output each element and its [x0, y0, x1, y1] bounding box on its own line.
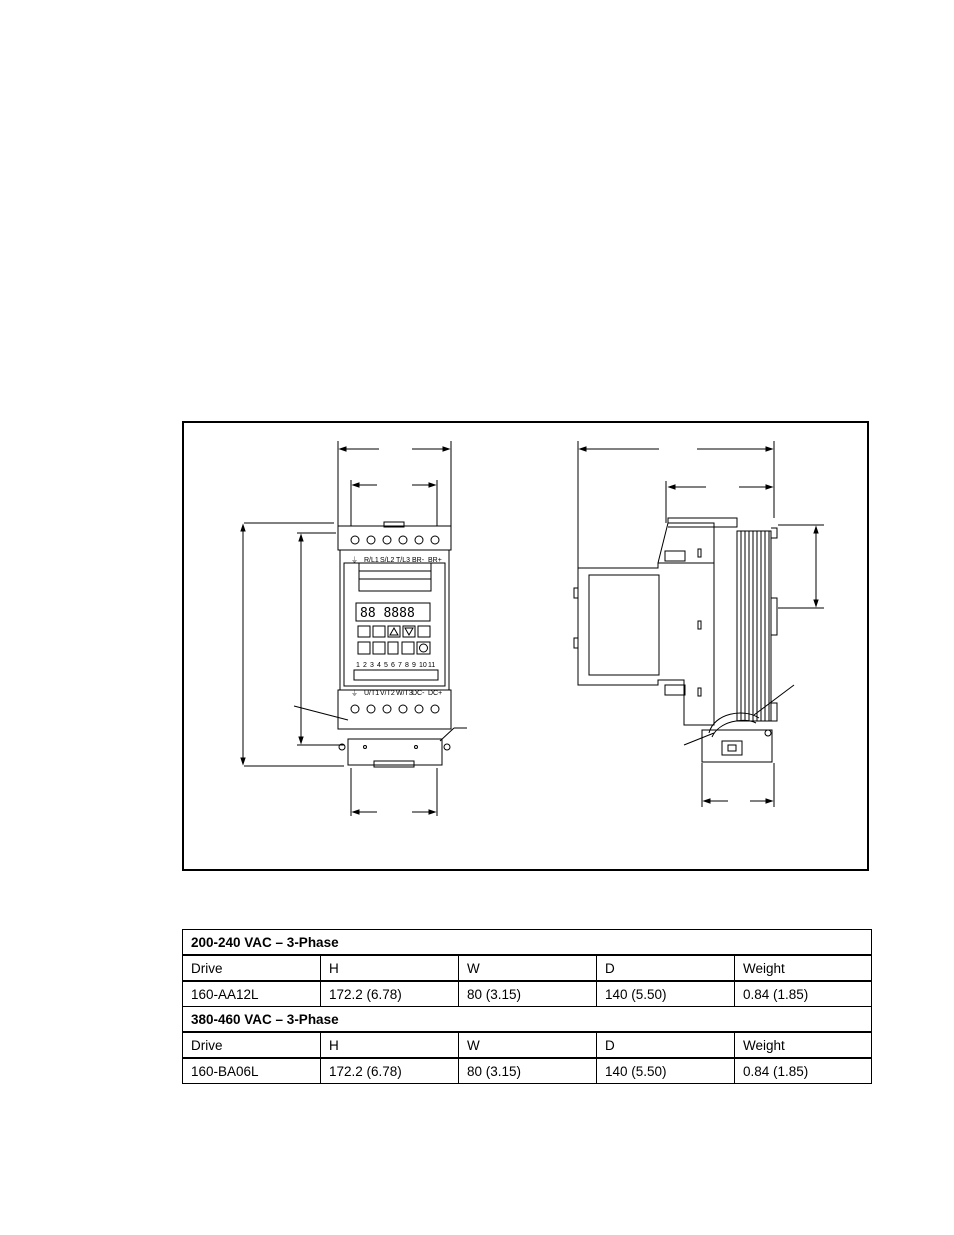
dimension-drawing-frame	[182, 421, 869, 871]
ground-symbol: ⏚	[351, 557, 358, 564]
top-terminal-label: T/L3	[396, 557, 411, 564]
column-header: W	[459, 1032, 597, 1058]
top-terminal-label: S/L2	[380, 557, 395, 564]
heatsink-fins	[737, 531, 771, 721]
control-terminal-label: 3	[370, 662, 374, 669]
top-terminal-label: BR-	[412, 557, 425, 564]
bottom-terminal-screws	[351, 705, 439, 713]
column-header: Weight	[735, 1032, 872, 1058]
bottom-terminal-label: W/T3	[396, 690, 413, 697]
table-row	[183, 1058, 872, 1084]
column-header: H	[321, 1032, 459, 1058]
control-terminal-label: 8	[405, 662, 409, 669]
control-terminal-label: 9	[412, 662, 416, 669]
column-header: Drive	[183, 1032, 321, 1058]
table-cell: 140 (5.50)	[597, 1058, 735, 1084]
section-title: 380-460 VAC – 3-Phase	[183, 1007, 872, 1033]
control-terminal-labels	[356, 662, 435, 669]
control-terminal-label: 6	[391, 662, 395, 669]
column-header: Drive	[183, 955, 321, 981]
control-terminal-label: 7	[398, 662, 402, 669]
control-terminal-label: 4	[377, 662, 381, 669]
column-header: W	[459, 955, 597, 981]
bottom-terminal-label: DC-	[412, 690, 425, 697]
table-cell: 80 (3.15)	[459, 1058, 597, 1084]
table-section-header	[183, 1007, 872, 1033]
table-cell: 160-BA06L	[183, 1058, 321, 1084]
control-terminal-label: 10	[419, 662, 427, 669]
front-view	[241, 441, 467, 816]
column-header: Weight	[735, 955, 872, 981]
bottom-terminal-label: U/T1	[364, 690, 380, 697]
column-header: D	[597, 1032, 735, 1058]
control-terminal-label: 2	[363, 662, 367, 669]
table-cell: 172.2 (6.78)	[321, 981, 459, 1007]
top-terminal-label: BR+	[428, 557, 442, 564]
top-terminal-label: R/L1	[364, 557, 379, 564]
table-header-row	[183, 1032, 872, 1058]
table-cell: 172.2 (6.78)	[321, 1058, 459, 1084]
table-cell: 140 (5.50)	[597, 981, 735, 1007]
top-terminal-screws	[351, 536, 439, 544]
column-header: H	[321, 955, 459, 981]
table-header-row	[183, 955, 872, 981]
section-title: 200-240 VAC – 3-Phase	[183, 930, 872, 956]
dimensions-table	[182, 929, 872, 1084]
display-digits: 88 8888	[360, 606, 415, 621]
table-cell: 160-AA12L	[183, 981, 321, 1007]
table-cell: 80 (3.15)	[459, 981, 597, 1007]
column-header: D	[597, 955, 735, 981]
keypad	[358, 626, 430, 654]
table-cell: 0.84 (1.85)	[735, 981, 872, 1007]
side-view	[574, 441, 824, 807]
table-cell: 0.84 (1.85)	[735, 1058, 872, 1084]
dimension-drawing	[184, 423, 871, 873]
control-terminal-label: 11	[428, 662, 436, 669]
ground-symbol: ⏚	[351, 690, 358, 697]
table-section-header	[183, 930, 872, 956]
control-terminal-label: 1	[356, 662, 360, 669]
control-terminal-label: 5	[384, 662, 388, 669]
drive-outline-svg	[184, 423, 871, 873]
bottom-terminal-label: DC+	[428, 690, 443, 697]
table-row	[183, 981, 872, 1007]
bottom-terminal-label: V/T2	[380, 690, 395, 697]
